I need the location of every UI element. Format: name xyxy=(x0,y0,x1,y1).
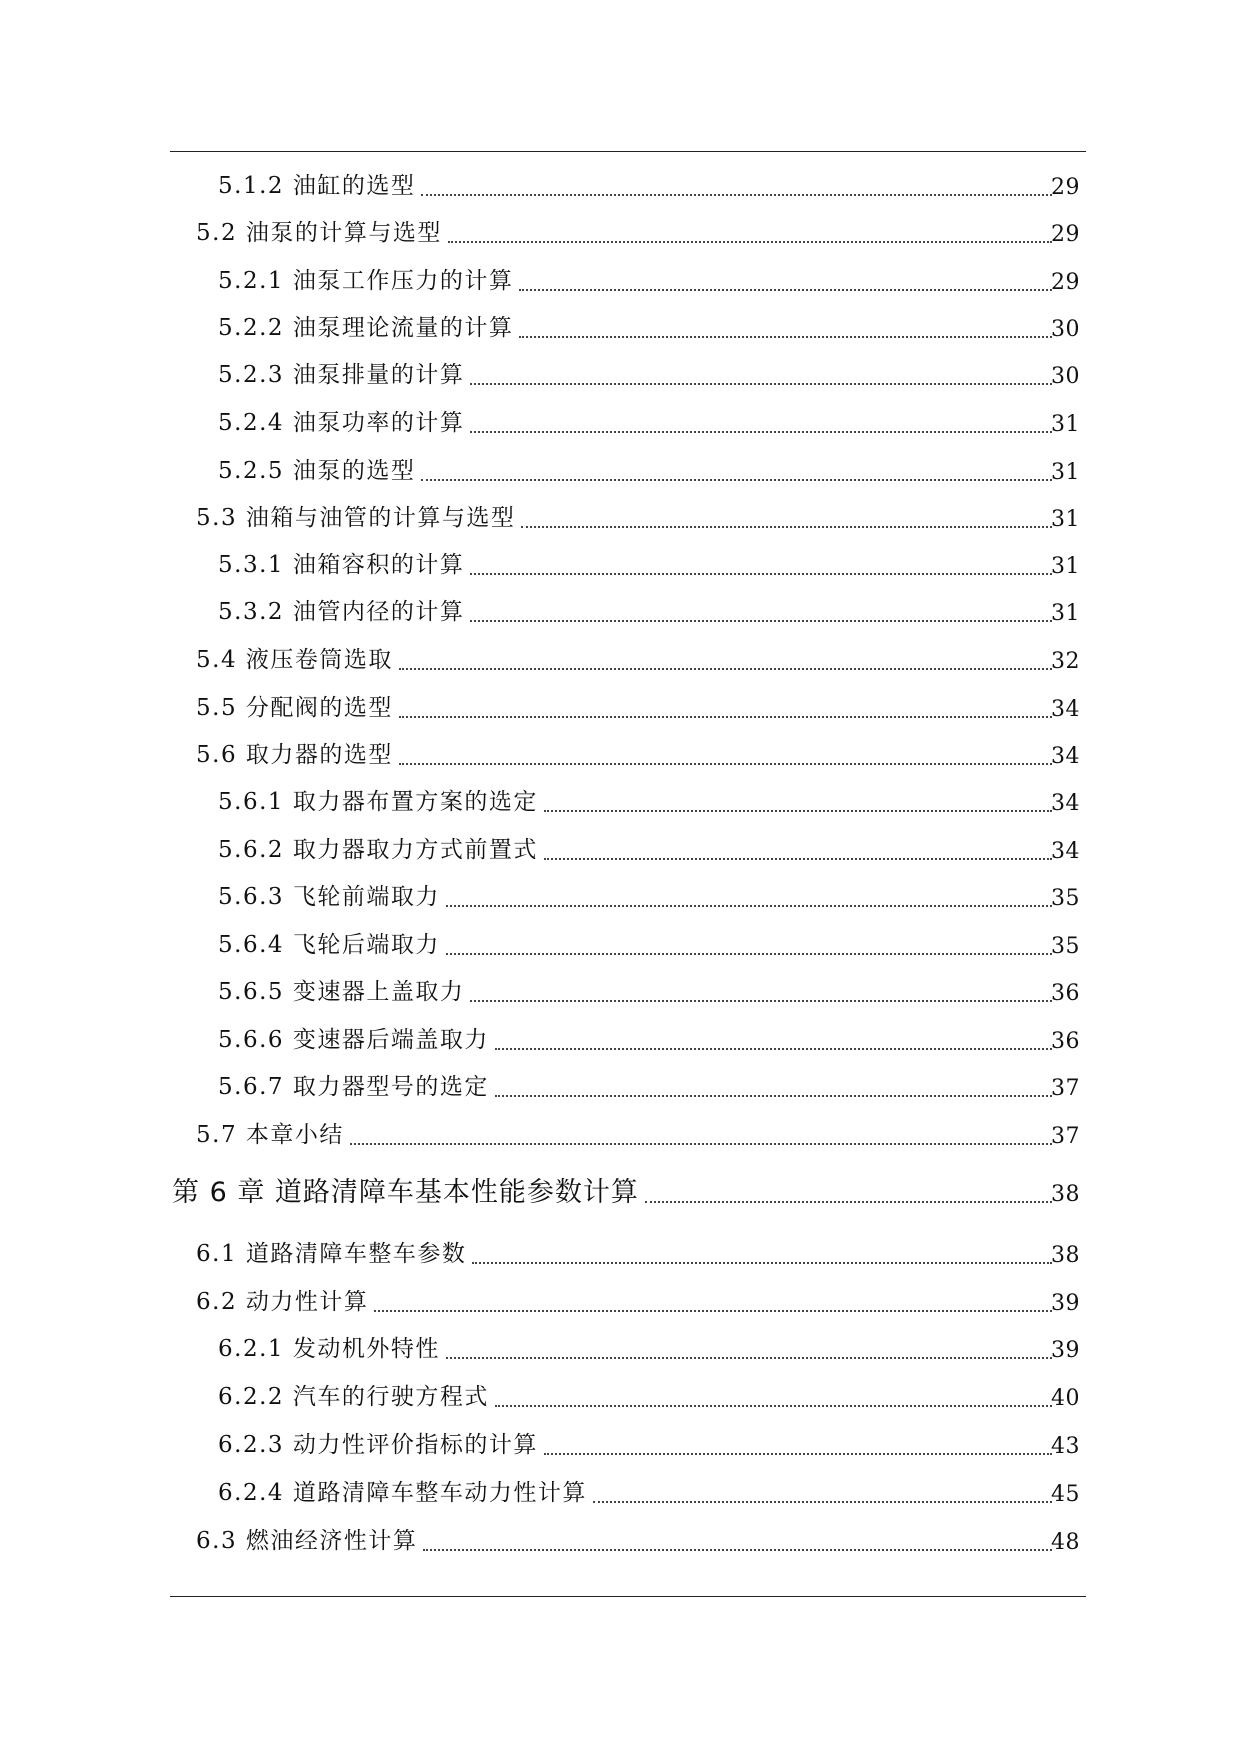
toc-page-number: 34 xyxy=(1051,791,1080,816)
toc-entry[interactable] xyxy=(0,1234,1241,1274)
toc-entry[interactable] xyxy=(0,735,1241,775)
toc-entry[interactable] xyxy=(0,1020,1241,1060)
toc-entry-title: 5.1.2 油缸的选型 xyxy=(218,173,416,199)
toc-entry[interactable] xyxy=(0,972,1241,1012)
toc-entry-title: 5.6.6 变速器后端盖取力 xyxy=(218,1027,489,1053)
toc-dot-leader xyxy=(399,763,1052,765)
toc-dot-leader xyxy=(472,1262,1052,1264)
toc-entry-title: 5.6.5 变速器上盖取力 xyxy=(218,979,465,1005)
toc-dot-leader xyxy=(350,1143,1052,1145)
toc-dot-leader xyxy=(495,1095,1052,1097)
toc-entry-title: 5.6.2 取力器取力方式前置式 xyxy=(218,837,538,863)
toc-page-number: 38 xyxy=(1051,1243,1080,1268)
toc-entry-title: 6.2 动力性计算 xyxy=(196,1289,369,1315)
toc-entry[interactable] xyxy=(0,688,1241,728)
toc-entry[interactable] xyxy=(0,1377,1241,1417)
toc-page-number: 38 xyxy=(1051,1182,1080,1207)
toc-entry[interactable] xyxy=(0,451,1241,491)
toc-entry[interactable] xyxy=(0,640,1241,680)
toc-dot-leader xyxy=(470,573,1052,575)
toc-page-number: 30 xyxy=(1051,364,1080,389)
toc-dot-leader xyxy=(470,383,1052,385)
toc-dot-leader xyxy=(470,620,1052,622)
toc-page-number: 34 xyxy=(1051,744,1080,769)
toc-entry-title: 6.3 燃油经济性计算 xyxy=(196,1528,418,1554)
toc-entry-title: 5.5 分配阀的选型 xyxy=(196,695,393,721)
toc-dot-leader xyxy=(446,1357,1052,1359)
toc-dot-leader xyxy=(421,194,1052,196)
toc-page-number: 34 xyxy=(1051,697,1080,722)
toc-entry[interactable] xyxy=(0,403,1241,443)
toc-page-number: 31 xyxy=(1051,412,1080,437)
toc-entry-title: 5.6.3 飞轮前端取力 xyxy=(218,884,440,910)
toc-entry[interactable] xyxy=(0,925,1241,965)
toc-entry[interactable] xyxy=(0,592,1241,632)
toc-page-number: 29 xyxy=(1051,222,1080,247)
toc-entry-title: 6.2.1 发动机外特性 xyxy=(218,1336,440,1362)
toc-dot-leader xyxy=(448,241,1052,243)
toc-dot-leader xyxy=(470,431,1052,433)
toc-page-number: 31 xyxy=(1051,507,1080,532)
toc-entry[interactable] xyxy=(0,545,1241,585)
toc-entry[interactable] xyxy=(0,498,1241,538)
toc-page-number: 35 xyxy=(1051,934,1080,959)
toc-entry-title: 6.2.2 汽车的行驶方程式 xyxy=(218,1384,489,1410)
toc-page-number: 29 xyxy=(1051,175,1080,200)
toc-entry-title: 5.2.2 油泵理论流量的计算 xyxy=(218,315,514,341)
toc-page-number: 29 xyxy=(1051,270,1080,295)
toc-dot-leader xyxy=(544,858,1052,860)
toc-dot-leader xyxy=(519,289,1052,291)
toc-page-number: 31 xyxy=(1051,601,1080,626)
toc-entry-title: 5.4 液压卷筒选取 xyxy=(196,647,393,673)
toc-entry[interactable] xyxy=(0,877,1241,917)
toc-entry-title: 5.3.2 油管内径的计算 xyxy=(218,599,465,625)
toc-dot-leader xyxy=(470,1000,1052,1002)
toc-page-number: 31 xyxy=(1051,460,1080,485)
toc-dot-leader xyxy=(421,479,1052,481)
toc-entry-title: 5.6 取力器的选型 xyxy=(196,742,393,768)
toc-dot-leader xyxy=(446,905,1052,907)
toc-entry[interactable] xyxy=(0,308,1241,348)
toc-page-number: 31 xyxy=(1051,554,1080,579)
toc-dot-leader xyxy=(374,1310,1052,1312)
toc-dot-leader xyxy=(519,336,1052,338)
toc-entry-title: 第 6 章 道路清障车基本性能参数计算 xyxy=(172,1177,639,1208)
toc-entry-title: 5.2.1 油泵工作压力的计算 xyxy=(218,268,514,294)
toc-page-number: 34 xyxy=(1051,839,1080,864)
toc-dot-leader xyxy=(495,1405,1052,1407)
toc-page-number: 36 xyxy=(1051,1029,1080,1054)
toc-entry[interactable] xyxy=(0,355,1241,395)
toc-page-number: 36 xyxy=(1051,981,1080,1006)
toc-entry[interactable] xyxy=(0,261,1241,301)
toc-dot-leader xyxy=(544,810,1052,812)
toc-entry-title: 5.3.1 油箱容积的计算 xyxy=(218,552,465,578)
toc-entry-title: 6.2.3 动力性评价指标的计算 xyxy=(218,1432,538,1458)
toc-entry[interactable] xyxy=(0,1329,1241,1369)
toc-entry-title: 5.7 本章小结 xyxy=(196,1122,344,1148)
toc-page-number: 37 xyxy=(1051,1076,1080,1101)
toc-entry-title: 5.2 油泵的计算与选型 xyxy=(196,220,442,246)
toc-entry-title: 5.6.4 飞轮后端取力 xyxy=(218,932,440,958)
toc-page-number: 39 xyxy=(1051,1291,1080,1316)
toc-chapter-entry[interactable] xyxy=(0,1173,1241,1213)
toc-entry[interactable] xyxy=(0,1282,1241,1322)
toc-entry[interactable] xyxy=(0,1067,1241,1107)
toc-page-number: 32 xyxy=(1051,649,1080,674)
toc-dot-leader xyxy=(645,1201,1052,1203)
toc-entry[interactable] xyxy=(0,1473,1241,1513)
toc-entry[interactable] xyxy=(0,1115,1241,1155)
toc-dot-leader xyxy=(544,1453,1052,1455)
toc-entry[interactable] xyxy=(0,166,1241,206)
toc-dot-leader xyxy=(399,716,1052,718)
toc-dot-leader xyxy=(446,953,1052,955)
toc-entry[interactable] xyxy=(0,782,1241,822)
toc-entry[interactable] xyxy=(0,213,1241,253)
toc-entry-title: 6.1 道路清障车整车参数 xyxy=(196,1241,467,1267)
toc-entry-title: 5.3 油箱与油管的计算与选型 xyxy=(196,505,516,531)
toc-page-number: 43 xyxy=(1051,1434,1080,1459)
toc-page-number: 37 xyxy=(1051,1124,1080,1149)
toc-page-number: 39 xyxy=(1051,1338,1080,1363)
toc-page-number: 48 xyxy=(1051,1530,1080,1555)
toc-page-number: 40 xyxy=(1051,1386,1080,1411)
toc-entry-title: 5.2.4 油泵功率的计算 xyxy=(218,410,465,436)
toc-entry-title: 5.2.3 油泵排量的计算 xyxy=(218,362,465,388)
toc-dot-leader xyxy=(423,1549,1052,1551)
toc-page-number: 45 xyxy=(1051,1482,1080,1507)
toc-entry[interactable] xyxy=(0,830,1241,870)
toc-entry-title: 5.6.7 取力器型号的选定 xyxy=(218,1074,489,1100)
toc-entry[interactable] xyxy=(0,1521,1241,1561)
toc-dot-leader xyxy=(495,1048,1052,1050)
toc-dot-leader xyxy=(399,668,1052,670)
toc-page-number: 30 xyxy=(1051,317,1080,342)
toc-dot-leader xyxy=(593,1501,1052,1503)
toc-entry[interactable] xyxy=(0,1425,1241,1465)
toc-page-number: 35 xyxy=(1051,886,1080,911)
toc-entry-title: 6.2.4 道路清障车整车动力性计算 xyxy=(218,1480,587,1506)
footer-rule xyxy=(170,1596,1086,1597)
toc-entry-title: 5.2.5 油泵的选型 xyxy=(218,458,416,484)
toc-entry-title: 5.6.1 取力器布置方案的选定 xyxy=(218,789,538,815)
toc-dot-leader xyxy=(521,526,1052,528)
